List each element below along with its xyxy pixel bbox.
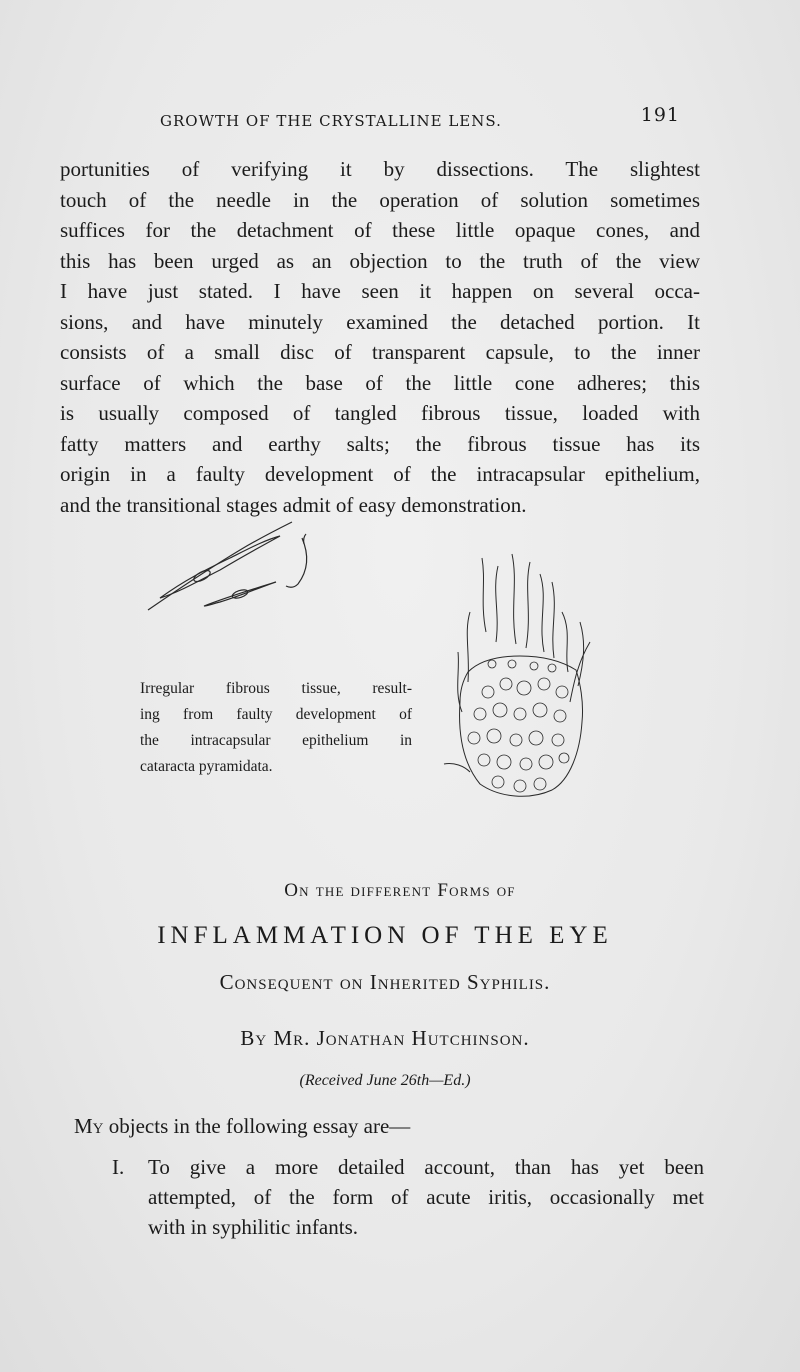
article-subtitle: Consequent on Inherited Syphilis. xyxy=(219,970,551,994)
caption-line: cataracta pyramidata. xyxy=(140,758,273,775)
intro-first-word: My xyxy=(74,1114,104,1138)
body-paragraph xyxy=(60,154,700,520)
intro-text: objects in the following essay are— xyxy=(103,1114,411,1138)
running-head-title: GROWTH OF THE CRYSTALLINE LENS. xyxy=(160,112,502,130)
intro-sentence xyxy=(74,1114,410,1139)
caption-line: ing from faulty development of xyxy=(140,706,412,723)
body-line: surface of which the base of the little cone adheres; this xyxy=(60,370,700,395)
body-line: this has been urged as an objection to the truth of the view xyxy=(60,248,700,273)
body-line: and the transitional stages admit of easy demonstration. xyxy=(60,492,527,517)
body-line: sions, and have minutely examined the detached portion. It xyxy=(60,309,700,334)
body-line: origin in a faulty development of the intracapsular epithelium, xyxy=(60,462,700,486)
pyramidal-cataract-illustration xyxy=(440,552,610,802)
body-line: touch of the needle in the operation of solution sometimes xyxy=(60,187,700,212)
body-line: consists of a small disc of transparent capsule, to the inner xyxy=(60,340,700,364)
list-item-line: To give a more detailed account, than has yet been xyxy=(148,1155,704,1179)
caption-line: Irregular fibrous tissue, result- xyxy=(140,680,412,697)
page-number: 191 xyxy=(640,104,680,126)
body-line: I have just stated. I have seen it happen on several occa- xyxy=(60,279,700,303)
list-item-number: I. xyxy=(112,1155,125,1179)
list-item-line: attempted, of the form of acute iritis, occasionally met xyxy=(148,1185,704,1209)
fibrous-cells-illustration xyxy=(140,518,320,618)
list-item-line: with in syphilitic infants. xyxy=(148,1215,358,1239)
body-line: fatty matters and earthy salts; the fibrous tissue has its xyxy=(60,431,700,456)
caption-line: the intracapsular epithelium in xyxy=(140,732,412,749)
article-byline: By Mr. Jonathan Hutchinson. xyxy=(240,1026,530,1050)
body-line: suffices for the detachment of these little opaque cones, and xyxy=(60,218,700,242)
article-title: INFLAMMATION OF THE EYE xyxy=(157,922,613,949)
list-item-text xyxy=(148,1152,704,1242)
article-heading-line1: On the different Forms of xyxy=(284,880,516,901)
body-line: portunities of verifying it by dissections. The slightest xyxy=(60,157,700,181)
received-note: (Received June 26th—Ed.) xyxy=(299,1072,471,1089)
body-line: is usually composed of tangled fibrous tissue, loaded with xyxy=(60,401,700,425)
figure-caption xyxy=(140,676,412,780)
